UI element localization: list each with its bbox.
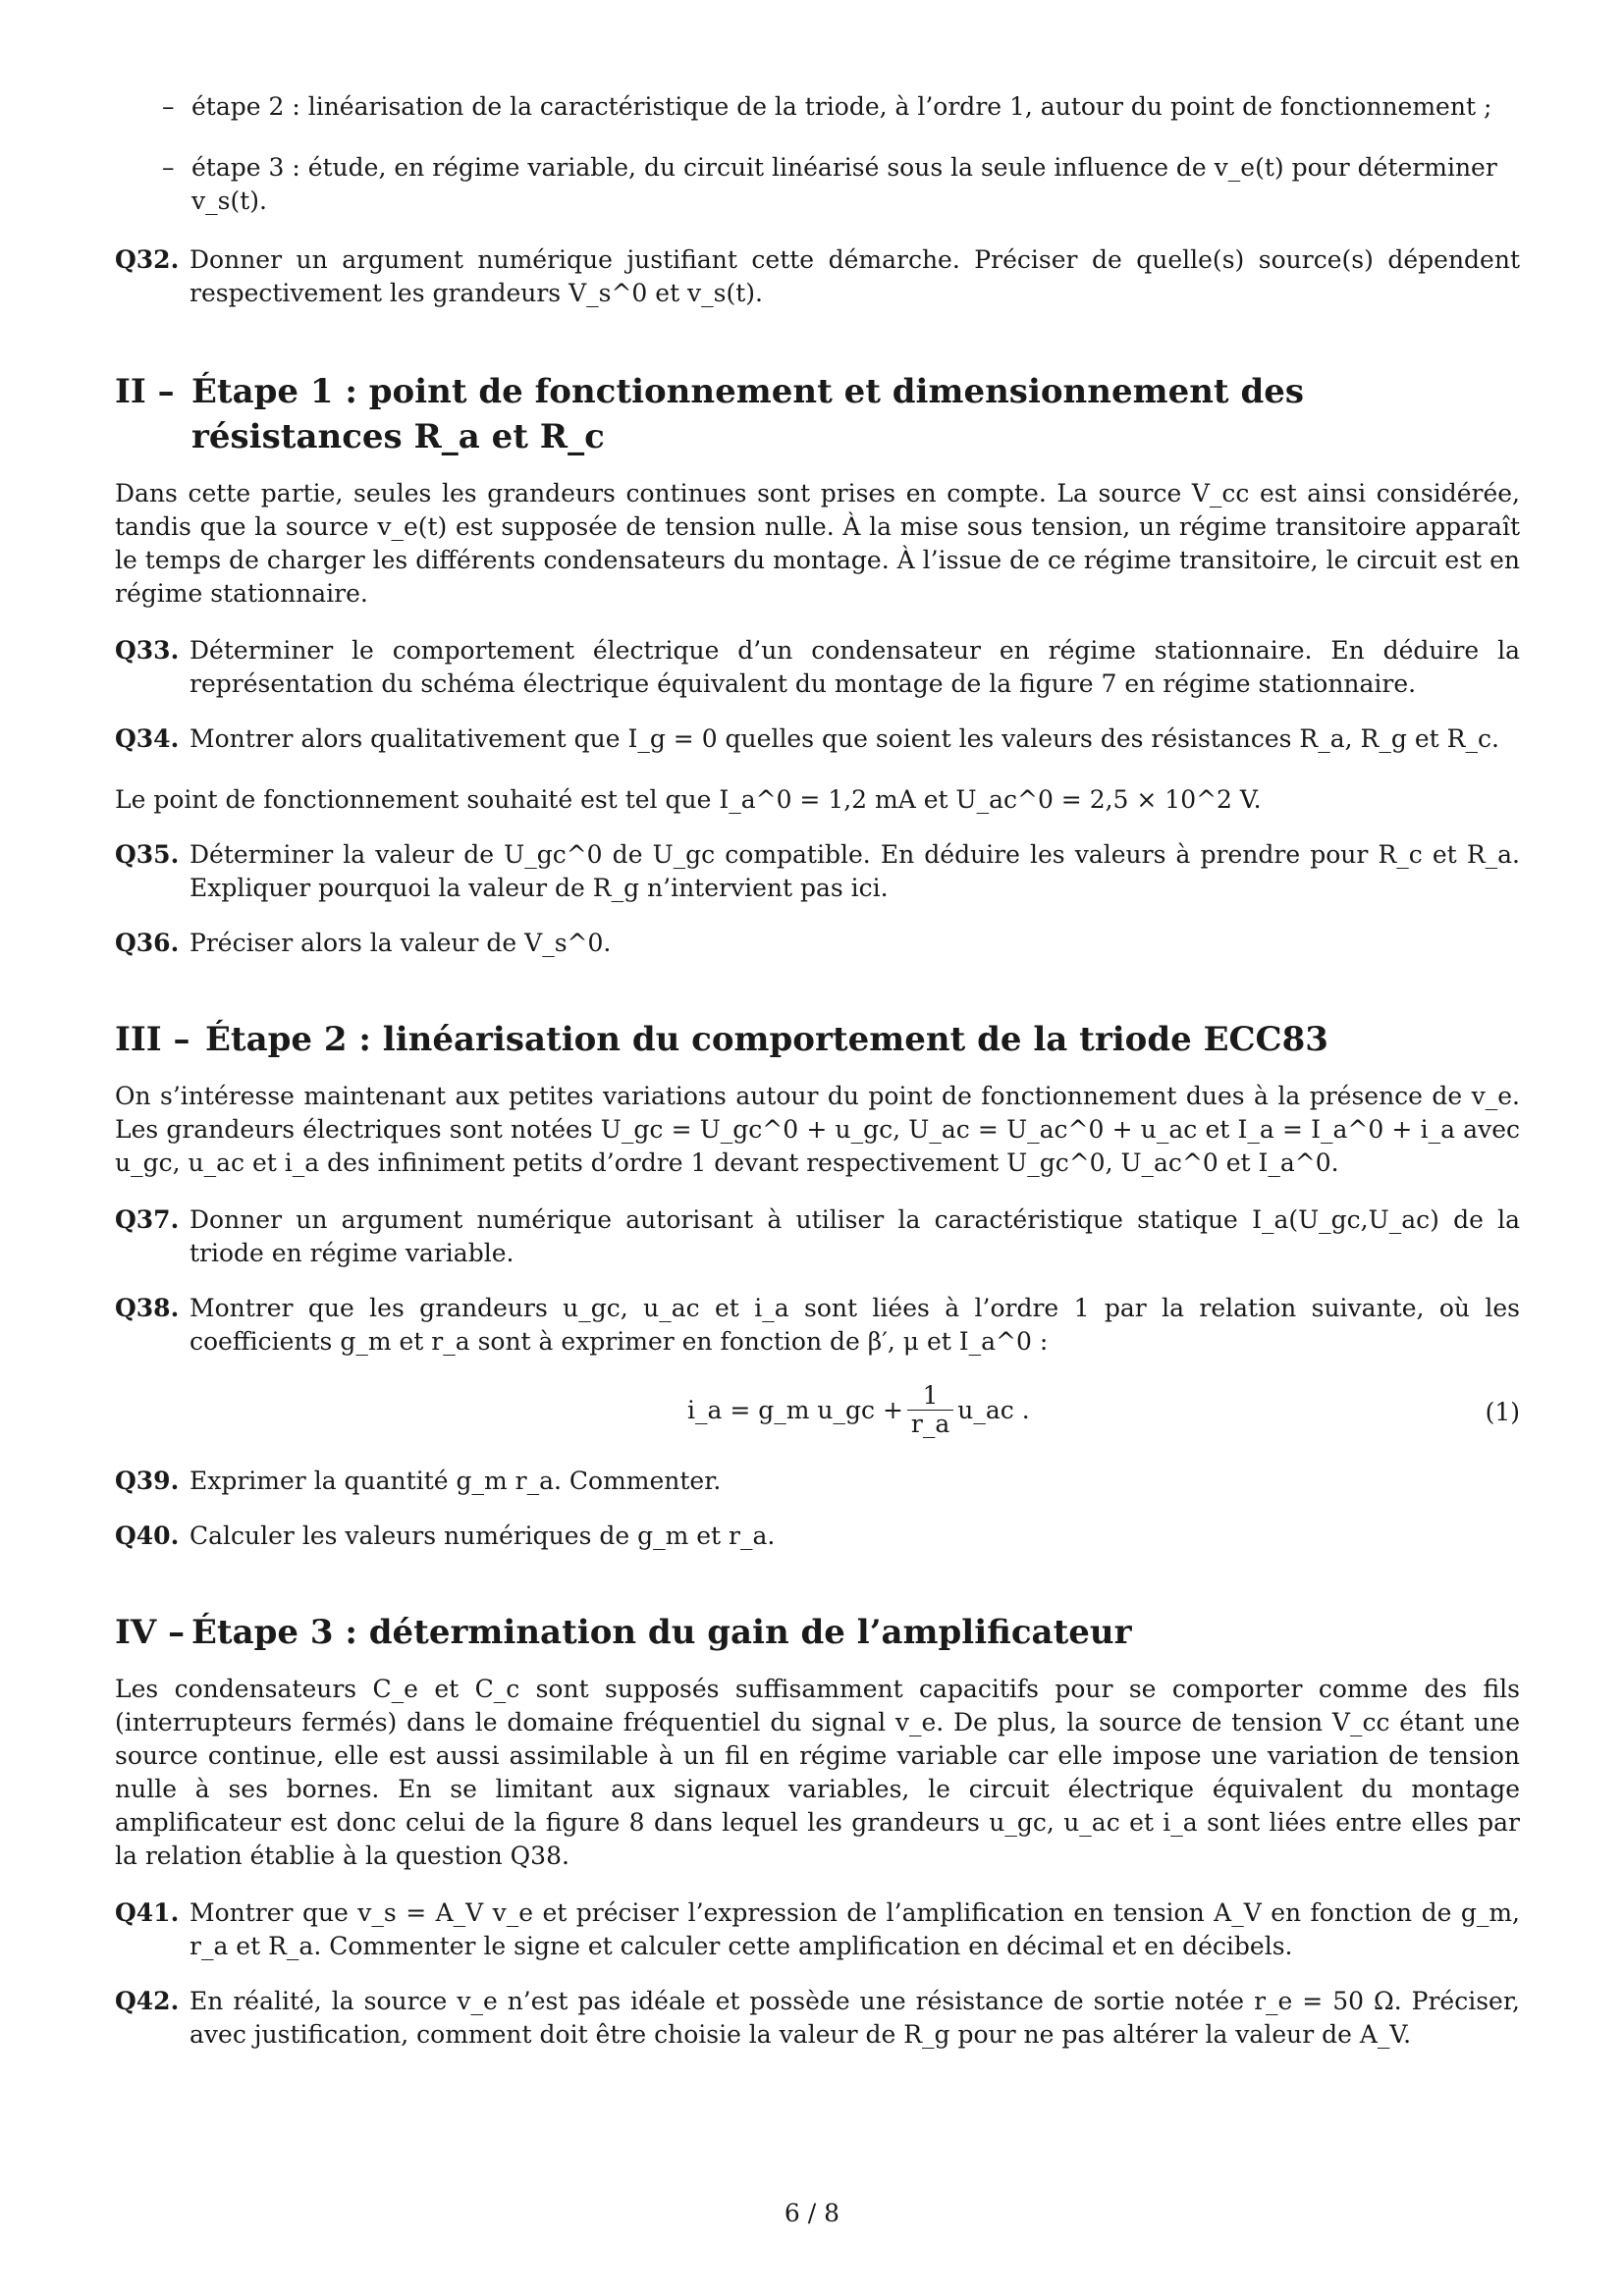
- question-text: Donner un argument numérique justifiant cette démarche. Préciser de quelle(s) source(s) dépendent respectivement les grandeurs V_s^0 et v_s(t).: [189, 245, 1520, 307]
- question-q37: [115, 1203, 1520, 1270]
- step-3-text: étape 3 : étude, en régime variable, du circuit linéarisé sous la seule influence de v_e(t) pour déterminer v_s(t).: [191, 153, 1497, 215]
- section-3-intro: On s’intéresse maintenant aux petites variations autour du point de fonctionnement dues à la présence de v_e. Les grandeurs électriques sont notées U_gc = U_gc^0 + u_gc, U_ac = U_ac^0 + u_ac et I_a = I_a^0 + i_a avec u_gc, u_ac et i_a des infiniment petits d’ordre 1 devant respectivement U_gc^0, U_ac^0 et I_a^0.: [115, 1082, 1520, 1177]
- section-4-intro: Les condensateurs C_e et C_c sont supposés suffisamment capacitifs pour se comporter comme des fils (interrupteurs fermés) dans le domaine fréquentiel du signal v_e. De plus, la source de tension V_cc étant une source continue, elle est aussi assimilable à un fil en régime variable car elle impose une variation de tension nulle à ses bornes. En se limitant aux signaux variables, le circuit électrique équivalent du montage amplificateur est donc celui de la figure 8 dans lequel les grandeurs u_gc, u_ac et i_a sont liées entre elles par la relation établie à la question Q38.: [115, 1675, 1520, 1870]
- section-2-heading: [115, 369, 1520, 459]
- section-number: III –: [115, 1020, 190, 1059]
- list-item: – étape 2 : linéarisation de la caractéristique de la triode, à l’ordre 1, autour du point de fonctionnement ;: [162, 92, 1492, 121]
- question-text: Montrer alors qualitativement que I_g = 0 quelles que soient les valeurs des résistances R_a, R_g et R_c.: [189, 724, 1499, 753]
- page-number: 6 / 8: [784, 2199, 840, 2227]
- question-q35: [115, 838, 1520, 905]
- question-number: Q36.: [115, 929, 180, 957]
- question-number: Q33.: [115, 636, 180, 665]
- question-q36: [115, 927, 1520, 960]
- question-number: Q41.: [115, 1898, 180, 1927]
- question-text: Exprimer la quantité g_m r_a. Commenter.: [189, 1467, 722, 1495]
- step-2-text: étape 2 : linéarisation de la caractéristique de la triode, à l’ordre 1, autour du point de fonctionnement ;: [191, 92, 1492, 121]
- page-content: [115, 90, 1520, 2052]
- question-text: Montrer que les grandeurs u_gc, u_ac et i_a sont liées à l’ordre 1 par la relation suivante, où les coefficients g_m et r_a sont à exprimer en fonction de β′, μ et I_a^0 :: [189, 1294, 1520, 1356]
- question-number: Q40.: [115, 1522, 180, 1550]
- section-number: IV –: [115, 1613, 186, 1652]
- question-q34: [115, 722, 1520, 756]
- question-number: Q37.: [115, 1205, 180, 1234]
- question-number: Q34.: [115, 724, 180, 753]
- question-number: Q35.: [115, 840, 180, 869]
- equation-rhs: u_ac .: [957, 1396, 1030, 1424]
- question-number: Q42.: [115, 1987, 180, 2015]
- question-number: Q38.: [115, 1294, 180, 1322]
- question-text: Donner un argument numérique autorisant à utiliser la caractéristique statique I_a(U_gc,U_ac) de la triode en régime variable.: [189, 1205, 1520, 1267]
- section-2-intro: Dans cette partie, seules les grandeurs continues sont prises en compte. La source V_cc est ainsi considérée, tandis que la source v_e(t) est supposée de tension nulle. À la mise sous tension, un régime transitoire apparaît le temps de charger les différents condensateurs du montage. À l’issue de ce régime transitoire, le circuit est en régime stationnaire.: [115, 479, 1520, 608]
- question-q41: [115, 1896, 1520, 1963]
- question-q42: [115, 1985, 1520, 2052]
- equation-label: (1): [1485, 1398, 1520, 1426]
- question-q33: [115, 634, 1520, 701]
- question-number: Q39.: [115, 1467, 180, 1495]
- section-title: Étape 1 : point de fonctionnement et dimensionnement des résistances R_a et R_c: [191, 372, 1305, 456]
- fraction-denominator: r_a: [907, 1410, 953, 1438]
- question-text: Préciser alors la valeur de V_s^0.: [189, 929, 612, 957]
- question-text: En réalité, la source v_e n’est pas idéale et possède une résistance de sortie notée r_e = 50 Ω. Préciser, avec justification, comment doit être choisie la valeur de R_g pour ne pas altérer la valeur de A_V.: [189, 1987, 1520, 2049]
- fraction-numerator: 1: [922, 1381, 939, 1410]
- question-text: Déterminer la valeur de U_gc^0 de U_gc compatible. En déduire les valeurs à prendre pour R_c et R_a. Expliquer pourquoi la valeur de R_g n’intervient pas ici.: [189, 840, 1520, 902]
- question-text: Calculer les valeurs numériques de g_m et r_a.: [189, 1522, 776, 1550]
- question-number: Q32.: [115, 245, 180, 274]
- question-q40: [115, 1520, 1520, 1553]
- operating-point-text: Le point de fonctionnement souhaité est tel que I_a^0 = 1,2 mA et U_ac^0 = 2,5 × 10^2 V.: [115, 785, 1262, 814]
- equation-1: [115, 1376, 1520, 1455]
- equation-lhs: i_a = g_m u_gc +: [687, 1396, 903, 1424]
- question-q32: [115, 243, 1520, 310]
- section-number: II –: [115, 372, 175, 411]
- question-text: Déterminer le comportement électrique d’un condensateur en régime stationnaire. En déduire la représentation du schéma électrique équivalent du montage de la figure 7 en régime stationnaire.: [189, 636, 1520, 698]
- list-item: – étape 3 : étude, en régime variable, du circuit linéarisé sous la seule influence de v_e(t) pour déterminer v_s(t).: [162, 153, 1497, 215]
- section-4-heading: [115, 1610, 1520, 1655]
- section-title: Étape 2 : linéarisation du comportement de la triode ECC83: [205, 1020, 1328, 1059]
- fraction: [907, 1382, 953, 1438]
- equation-body: [687, 1382, 1030, 1438]
- section-title: Étape 3 : détermination du gain de l’amplificateur: [191, 1613, 1132, 1652]
- section-3-heading: [115, 1017, 1520, 1062]
- question-text: Montrer que v_s = A_V v_e et préciser l’expression de l’amplification en tension A_V en fonction de g_m, r_a et R_a. Commenter le signe et calculer cette amplification en décimal et en décibels.: [189, 1898, 1520, 1960]
- question-q39: [115, 1465, 1520, 1498]
- question-q38: [115, 1292, 1520, 1359]
- step-list: [115, 90, 1520, 218]
